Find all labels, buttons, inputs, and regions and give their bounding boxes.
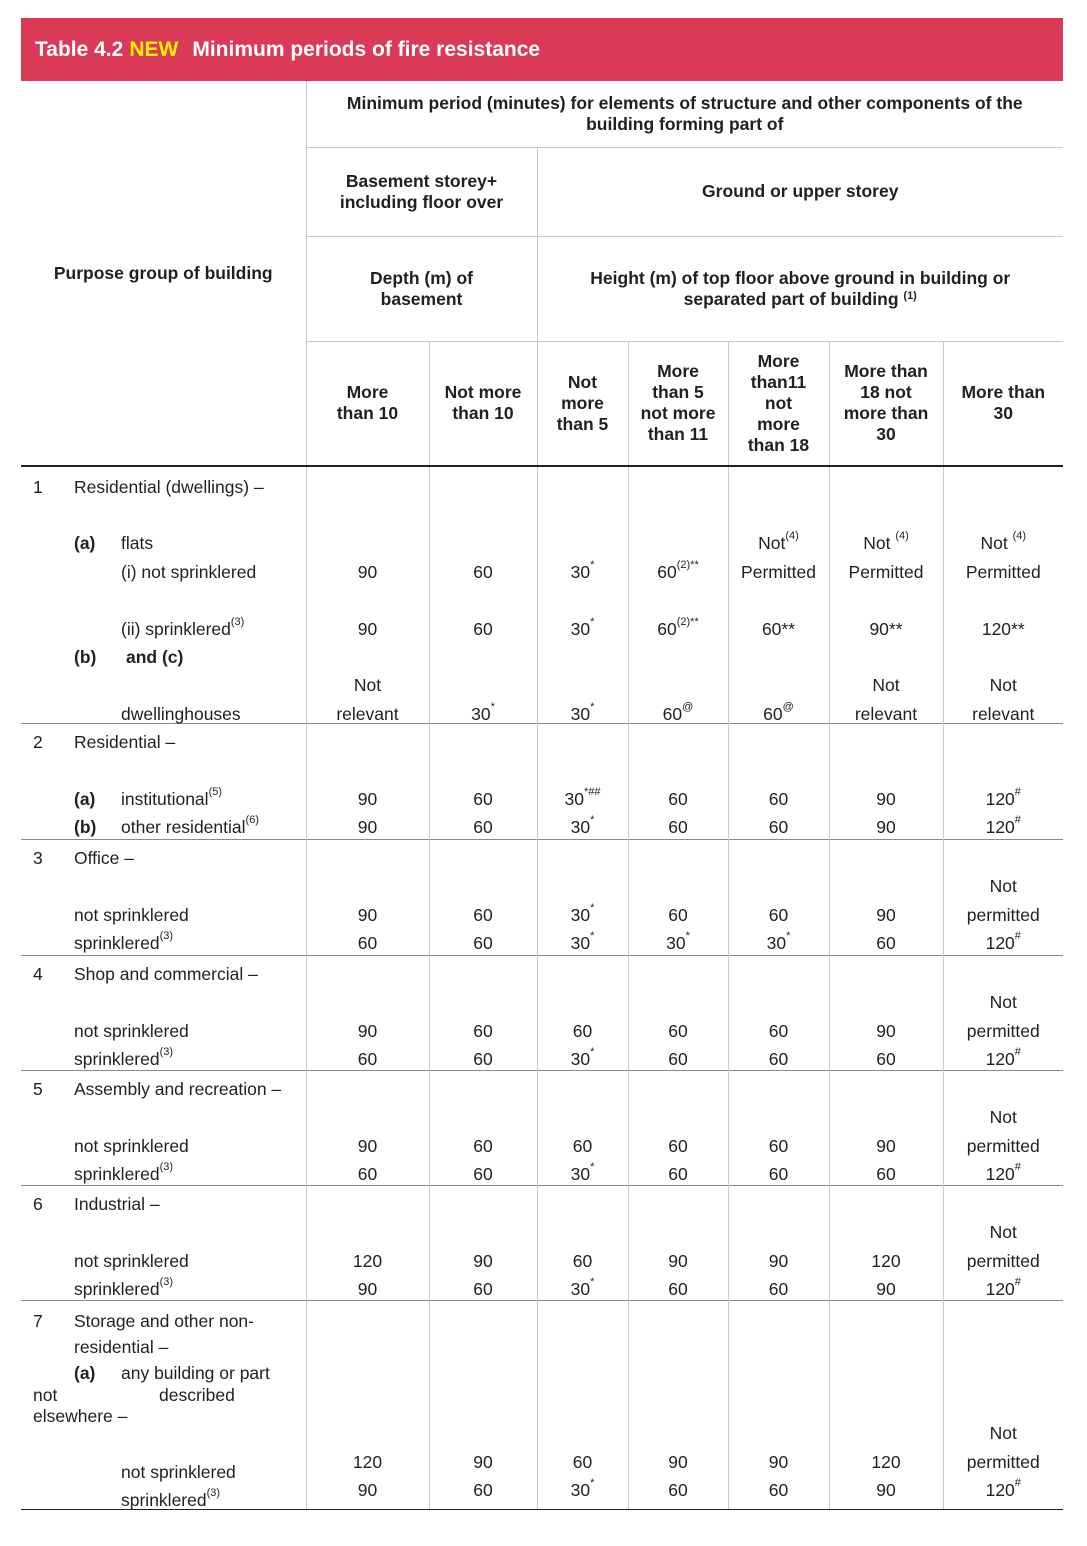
g2-col7: 120# 120#	[943, 723, 1063, 839]
g2-col2: 60 60	[429, 723, 537, 839]
purpose-group-header: Purpose group of building	[21, 81, 306, 466]
g1-col3: 30* 30* 30*	[537, 466, 628, 723]
g5-col3: 60 30*	[537, 1070, 628, 1185]
g3-col6: 90 60	[829, 839, 943, 955]
g5-col4: 60 60	[628, 1070, 728, 1185]
group-5-label: 5 Assembly and recreation – not sprinklered sprinklered$^{(3)}$	[21, 1070, 306, 1185]
g2-col1: 90 90	[306, 723, 429, 839]
g1-col6: Not $^{(4)}$ Permitted 90** Not relevant	[829, 466, 943, 723]
group-1-row	[21, 466, 1063, 723]
g7-col5: 90 60	[728, 1300, 829, 1509]
g6-col5: 90 60	[728, 1185, 829, 1300]
g5-col1: 90 60	[306, 1070, 429, 1185]
g7-col4: 90 60	[628, 1300, 728, 1509]
g1-col2: 60 60 30*	[429, 466, 537, 723]
group-7-label: 7 Storage and other non- residential – (a) any building or part not described elsewhere – not sprinklered sprinklered$^{(3)}$	[21, 1300, 306, 1509]
basement-header: Basement storey+ including floor over	[306, 147, 537, 236]
g5-col5: 60 60	[728, 1070, 829, 1185]
g6-col2: 90 60	[429, 1185, 537, 1300]
table-title	[21, 18, 1063, 81]
g1-col5: Not$^{(4)}$ Permitted 60** 60@	[728, 466, 829, 723]
group-2-row	[21, 723, 1063, 839]
g3-col1: 90 60	[306, 839, 429, 955]
g6-col1: 120 90	[306, 1185, 429, 1300]
table-number: Table 4.2	[35, 37, 124, 61]
g6-col3: 60 30*	[537, 1185, 628, 1300]
g1-col4: $60^{(2)**}$ $60^{(2)**}$ 60@	[628, 466, 728, 723]
g4-col3: 60 30*	[537, 955, 628, 1070]
group-5-row	[21, 1070, 1063, 1185]
col-header-7: More than 30	[943, 341, 1063, 466]
g2-col6: 90 90	[829, 723, 943, 839]
group-2-label: 2 Residential – (a) institutional$^{(5)}$ (b) other residential$^{(6)}$	[21, 723, 306, 839]
g6-col4: 90 60	[628, 1185, 728, 1300]
g2-col5: 60 60	[728, 723, 829, 839]
g7-col7: Not permitted 120#	[943, 1300, 1063, 1509]
g1-col7: Not $^{(4)}$ Permitted 120** Not relevant	[943, 466, 1063, 723]
table-title-text: Minimum periods of fire resistance	[192, 37, 541, 61]
depth-header: Depth (m) of basement	[306, 236, 537, 341]
g6-col7: Not permitted 120#	[943, 1185, 1063, 1300]
group-3-row	[21, 839, 1063, 955]
g2-col4: 60 60	[628, 723, 728, 839]
group-1-label: 1 Residential (dwellings) – (a) flats (i) not sprinklered (ii) sprinklered$^{(3)}$ (b) and (c) dwellinghouses	[33, 477, 264, 724]
col-header-6: More than 18 not more than 30	[829, 341, 943, 466]
g3-col5: 60 30*	[728, 839, 829, 955]
g7-col3: 60 30*	[537, 1300, 628, 1509]
g5-col2: 60 60	[429, 1070, 537, 1185]
group-6-row	[21, 1185, 1063, 1300]
group-7-row	[21, 1300, 1063, 1509]
g1-col1: 90 90 Not relevant	[306, 466, 429, 723]
g4-col4: 60 60	[628, 955, 728, 1070]
g7-col1: 120 90	[306, 1300, 429, 1509]
g5-col6: 90 60	[829, 1070, 943, 1185]
g7-col2: 90 60	[429, 1300, 537, 1509]
g3-col4: 60 30*	[628, 839, 728, 955]
g4-col6: 90 60	[829, 955, 943, 1070]
g2-col3: 30*## 30*	[537, 723, 628, 839]
g4-col7: Not permitted 120#	[943, 955, 1063, 1070]
g5-col7: Not permitted 120#	[943, 1070, 1063, 1185]
group-4-label: 4 Shop and commercial – not sprinklered sprinklered$^{(3)}$	[21, 955, 306, 1070]
g4-col1: 90 60	[306, 955, 429, 1070]
col-header-2: Not more than 10	[429, 341, 537, 466]
col-header-1: More than 10	[306, 341, 429, 466]
col-header-4: More than 5 not more than 11	[628, 341, 728, 466]
ground-upper-header: Ground or upper storey	[537, 147, 1063, 236]
g3-col3: 30* 30*	[537, 839, 628, 955]
g4-col5: 60 60	[728, 955, 829, 1070]
new-badge: NEW	[129, 37, 179, 61]
table	[21, 81, 1063, 1510]
col-header-3: Not more than 5	[537, 341, 628, 466]
height-header: Height (m) of top floor above ground in building or separated part of building $^{(1)}$	[537, 236, 1063, 341]
group-3-label: 3 Office – not sprinklered sprinklered$^{(3)}$	[21, 839, 306, 955]
fire-resistance-table	[21, 18, 1063, 1510]
g3-col7: Not permitted 120#	[943, 839, 1063, 955]
g4-col2: 60 60	[429, 955, 537, 1070]
g6-col6: 120 90	[829, 1185, 943, 1300]
min-period-header: Minimum period (minutes) for elements of structure and other components of the building forming part of	[306, 81, 1063, 147]
g7-col6: 120 90	[829, 1300, 943, 1509]
g3-col2: 60 60	[429, 839, 537, 955]
col-header-5: More than11 not more than 18	[728, 341, 829, 466]
group-6-label: 6 Industrial – not sprinklered sprinklered$^{(3)}$	[21, 1185, 306, 1300]
group-4-row	[21, 955, 1063, 1070]
